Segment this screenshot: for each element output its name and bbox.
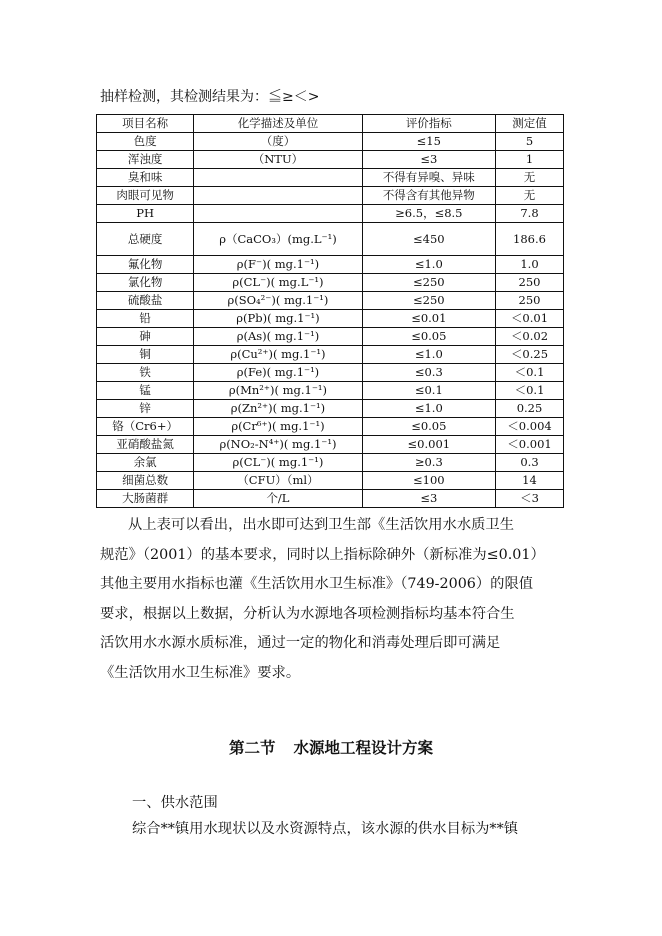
table-row — [97, 328, 564, 346]
paragraph-line: 《生活饮用水卫生标准》要求。 — [100, 664, 301, 681]
header-name: 项目名称 — [97, 115, 194, 133]
table-body — [97, 133, 564, 508]
table-row — [97, 346, 564, 364]
cell-name: 锌 — [97, 400, 194, 418]
cell-limit: 不得有异嗅、异味 — [362, 169, 495, 187]
cell-value: 0.25 — [496, 400, 564, 418]
cell-unit — [194, 187, 362, 205]
table-row — [97, 133, 564, 151]
cell-name: 铜 — [97, 346, 194, 364]
cell-value: ＜0.25 — [496, 346, 564, 364]
cell-unit: ρ(Zn²⁺)( mg.1⁻¹) — [194, 400, 362, 418]
water-quality-table — [96, 114, 564, 508]
cell-value: 0.3 — [496, 454, 564, 472]
cell-unit: ρ(CL⁻)( mg.L⁻¹) — [194, 274, 362, 292]
cell-limit: ≤0.3 — [362, 364, 495, 382]
cell-value: 1 — [496, 151, 564, 169]
cell-value: ＜3 — [496, 490, 564, 508]
table-row — [97, 223, 564, 256]
cell-value: 250 — [496, 292, 564, 310]
cell-limit: ≤100 — [362, 472, 495, 490]
cell-unit: ρ(SO₄²⁻)( mg.1⁻¹) — [194, 292, 362, 310]
cell-name: 亚硝酸盐氮 — [97, 436, 194, 454]
body-text-last-line: 综合**镇用水现状以及水资源特点，该水源的供水目标为**镇 — [132, 821, 519, 837]
table-row — [97, 490, 564, 508]
cell-name: 浑浊度 — [97, 151, 194, 169]
cell-unit — [194, 205, 362, 223]
cell-value: 250 — [496, 274, 564, 292]
cell-name: 色度 — [97, 133, 194, 151]
cell-limit: ≥0.3 — [362, 454, 495, 472]
table-row — [97, 151, 564, 169]
cell-name: 余氯 — [97, 454, 194, 472]
paragraph-line: 其他主要用水指标也灌《生活饮用水卫生标准》（749-2006）的限值 — [100, 576, 534, 593]
cell-unit: （度） — [194, 133, 362, 151]
cell-name: PH — [97, 205, 194, 223]
cell-value: ＜0.1 — [496, 382, 564, 400]
cell-name: 硫酸盐 — [97, 292, 194, 310]
cell-unit: ρ(Mn²⁺)( mg.1⁻¹) — [194, 382, 362, 400]
table-row — [97, 364, 564, 382]
cell-limit: ≤0.01 — [362, 310, 495, 328]
cell-name: 铁 — [97, 364, 194, 382]
cell-name: 细菌总数 — [97, 472, 194, 490]
cell-limit: ≤1.0 — [362, 256, 495, 274]
cell-value: ＜0.1 — [496, 364, 564, 382]
table-row — [97, 418, 564, 436]
cell-value: 186.6 — [496, 223, 564, 256]
cell-limit: ≤1.0 — [362, 400, 495, 418]
cell-unit: ρ(CL⁻)( mg.1⁻¹) — [194, 454, 362, 472]
section-title: 水源地工程设计方案 — [293, 739, 434, 757]
cell-name: 铬（Cr6+） — [97, 418, 194, 436]
section-heading — [0, 736, 662, 758]
cell-name: 锰 — [97, 382, 194, 400]
paragraph-line: 从上表可以看出，出水即可达到卫生部《生活饮用水水质卫生 — [128, 517, 515, 533]
table-header-row — [97, 115, 564, 133]
table-row — [97, 382, 564, 400]
table-row — [97, 310, 564, 328]
cell-value: 5 — [496, 133, 564, 151]
cell-limit: ≤0.05 — [362, 328, 495, 346]
cell-limit: ≤3 — [362, 490, 495, 508]
cell-unit: ρ(As)( mg.1⁻¹) — [194, 328, 362, 346]
table-row — [97, 187, 564, 205]
table-row — [97, 274, 564, 292]
cell-name: 大肠菌群 — [97, 490, 194, 508]
cell-unit: ρ(F⁻)( mg.1⁻¹) — [194, 256, 362, 274]
header-value: 测定值 — [496, 115, 564, 133]
header-unit: 化学描述及单位 — [194, 115, 362, 133]
cell-unit: ρ（CaCO₃）(mg.L⁻¹) — [194, 223, 362, 256]
cell-unit: ρ(NO₂-N⁴⁺)( mg.1⁻¹) — [194, 436, 362, 454]
cell-name: 氟化物 — [97, 256, 194, 274]
table-row — [97, 436, 564, 454]
cell-limit: ≤0.05 — [362, 418, 495, 436]
cell-value: 无 — [496, 187, 564, 205]
table-row — [97, 256, 564, 274]
cell-name: 总硬度 — [97, 223, 194, 256]
cell-limit: ≤0.1 — [362, 382, 495, 400]
cell-limit: ≤250 — [362, 292, 495, 310]
cell-value: 1.0 — [496, 256, 564, 274]
table-row — [97, 169, 564, 187]
cell-value: ＜0.02 — [496, 328, 564, 346]
cell-limit: ≤450 — [362, 223, 495, 256]
cell-name: 氯化物 — [97, 274, 194, 292]
section-number: 第二节 — [228, 739, 276, 757]
cell-value: ＜0.004 — [496, 418, 564, 436]
table-row — [97, 400, 564, 418]
paragraph-line: 活饮用水水源水质标准，通过一定的物化和消毒处理后即可满足 — [100, 635, 501, 652]
cell-limit: ≤1.0 — [362, 346, 495, 364]
table-row — [97, 292, 564, 310]
subheading: 一、供水范围 — [132, 795, 218, 811]
cell-limit: ≤15 — [362, 133, 495, 151]
table-row — [97, 472, 564, 490]
paragraph-line: 规范》（2001）的基本要求，同时以上指标除砷外（新标准为≤0.01） — [100, 546, 545, 563]
intro-text: 抽样检测，其检测结果为：≦≥＜> — [100, 89, 320, 105]
cell-value: 7.8 — [496, 205, 564, 223]
cell-unit — [194, 169, 362, 187]
header-limit: 评价指标 — [362, 115, 495, 133]
analysis-paragraph — [100, 511, 558, 689]
cell-name: 砷 — [97, 328, 194, 346]
cell-unit: （CFU）（ml） — [194, 472, 362, 490]
cell-value: ＜0.001 — [496, 436, 564, 454]
table-row — [97, 205, 564, 223]
cell-name: 肉眼可见物 — [97, 187, 194, 205]
cell-value: 无 — [496, 169, 564, 187]
cell-value: 14 — [496, 472, 564, 490]
cell-limit: ≤0.001 — [362, 436, 495, 454]
cell-unit: ρ(Cu²⁺)( mg.1⁻¹) — [194, 346, 362, 364]
cell-limit: ≤3 — [362, 151, 495, 169]
cell-limit: ≥6.5，≤8.5 — [362, 205, 495, 223]
cell-unit: ρ(Fe)( mg.1⁻¹) — [194, 364, 362, 382]
cell-name: 铅 — [97, 310, 194, 328]
cell-unit: （NTU） — [194, 151, 362, 169]
cell-unit: ρ(Pb)( mg.1⁻¹) — [194, 310, 362, 328]
cell-limit: ≤250 — [362, 274, 495, 292]
cell-value: ＜0.01 — [496, 310, 564, 328]
cell-limit: 不得含有其他异物 — [362, 187, 495, 205]
cell-unit: 个/L — [194, 490, 362, 508]
table-row — [97, 454, 564, 472]
cell-unit: ρ(Cr⁶⁺)( mg.1⁻¹) — [194, 418, 362, 436]
cell-name: 臭和味 — [97, 169, 194, 187]
paragraph-line: 要求，根据以上数据，分析认为水源地各项检测指标均基本符合生 — [100, 605, 515, 622]
